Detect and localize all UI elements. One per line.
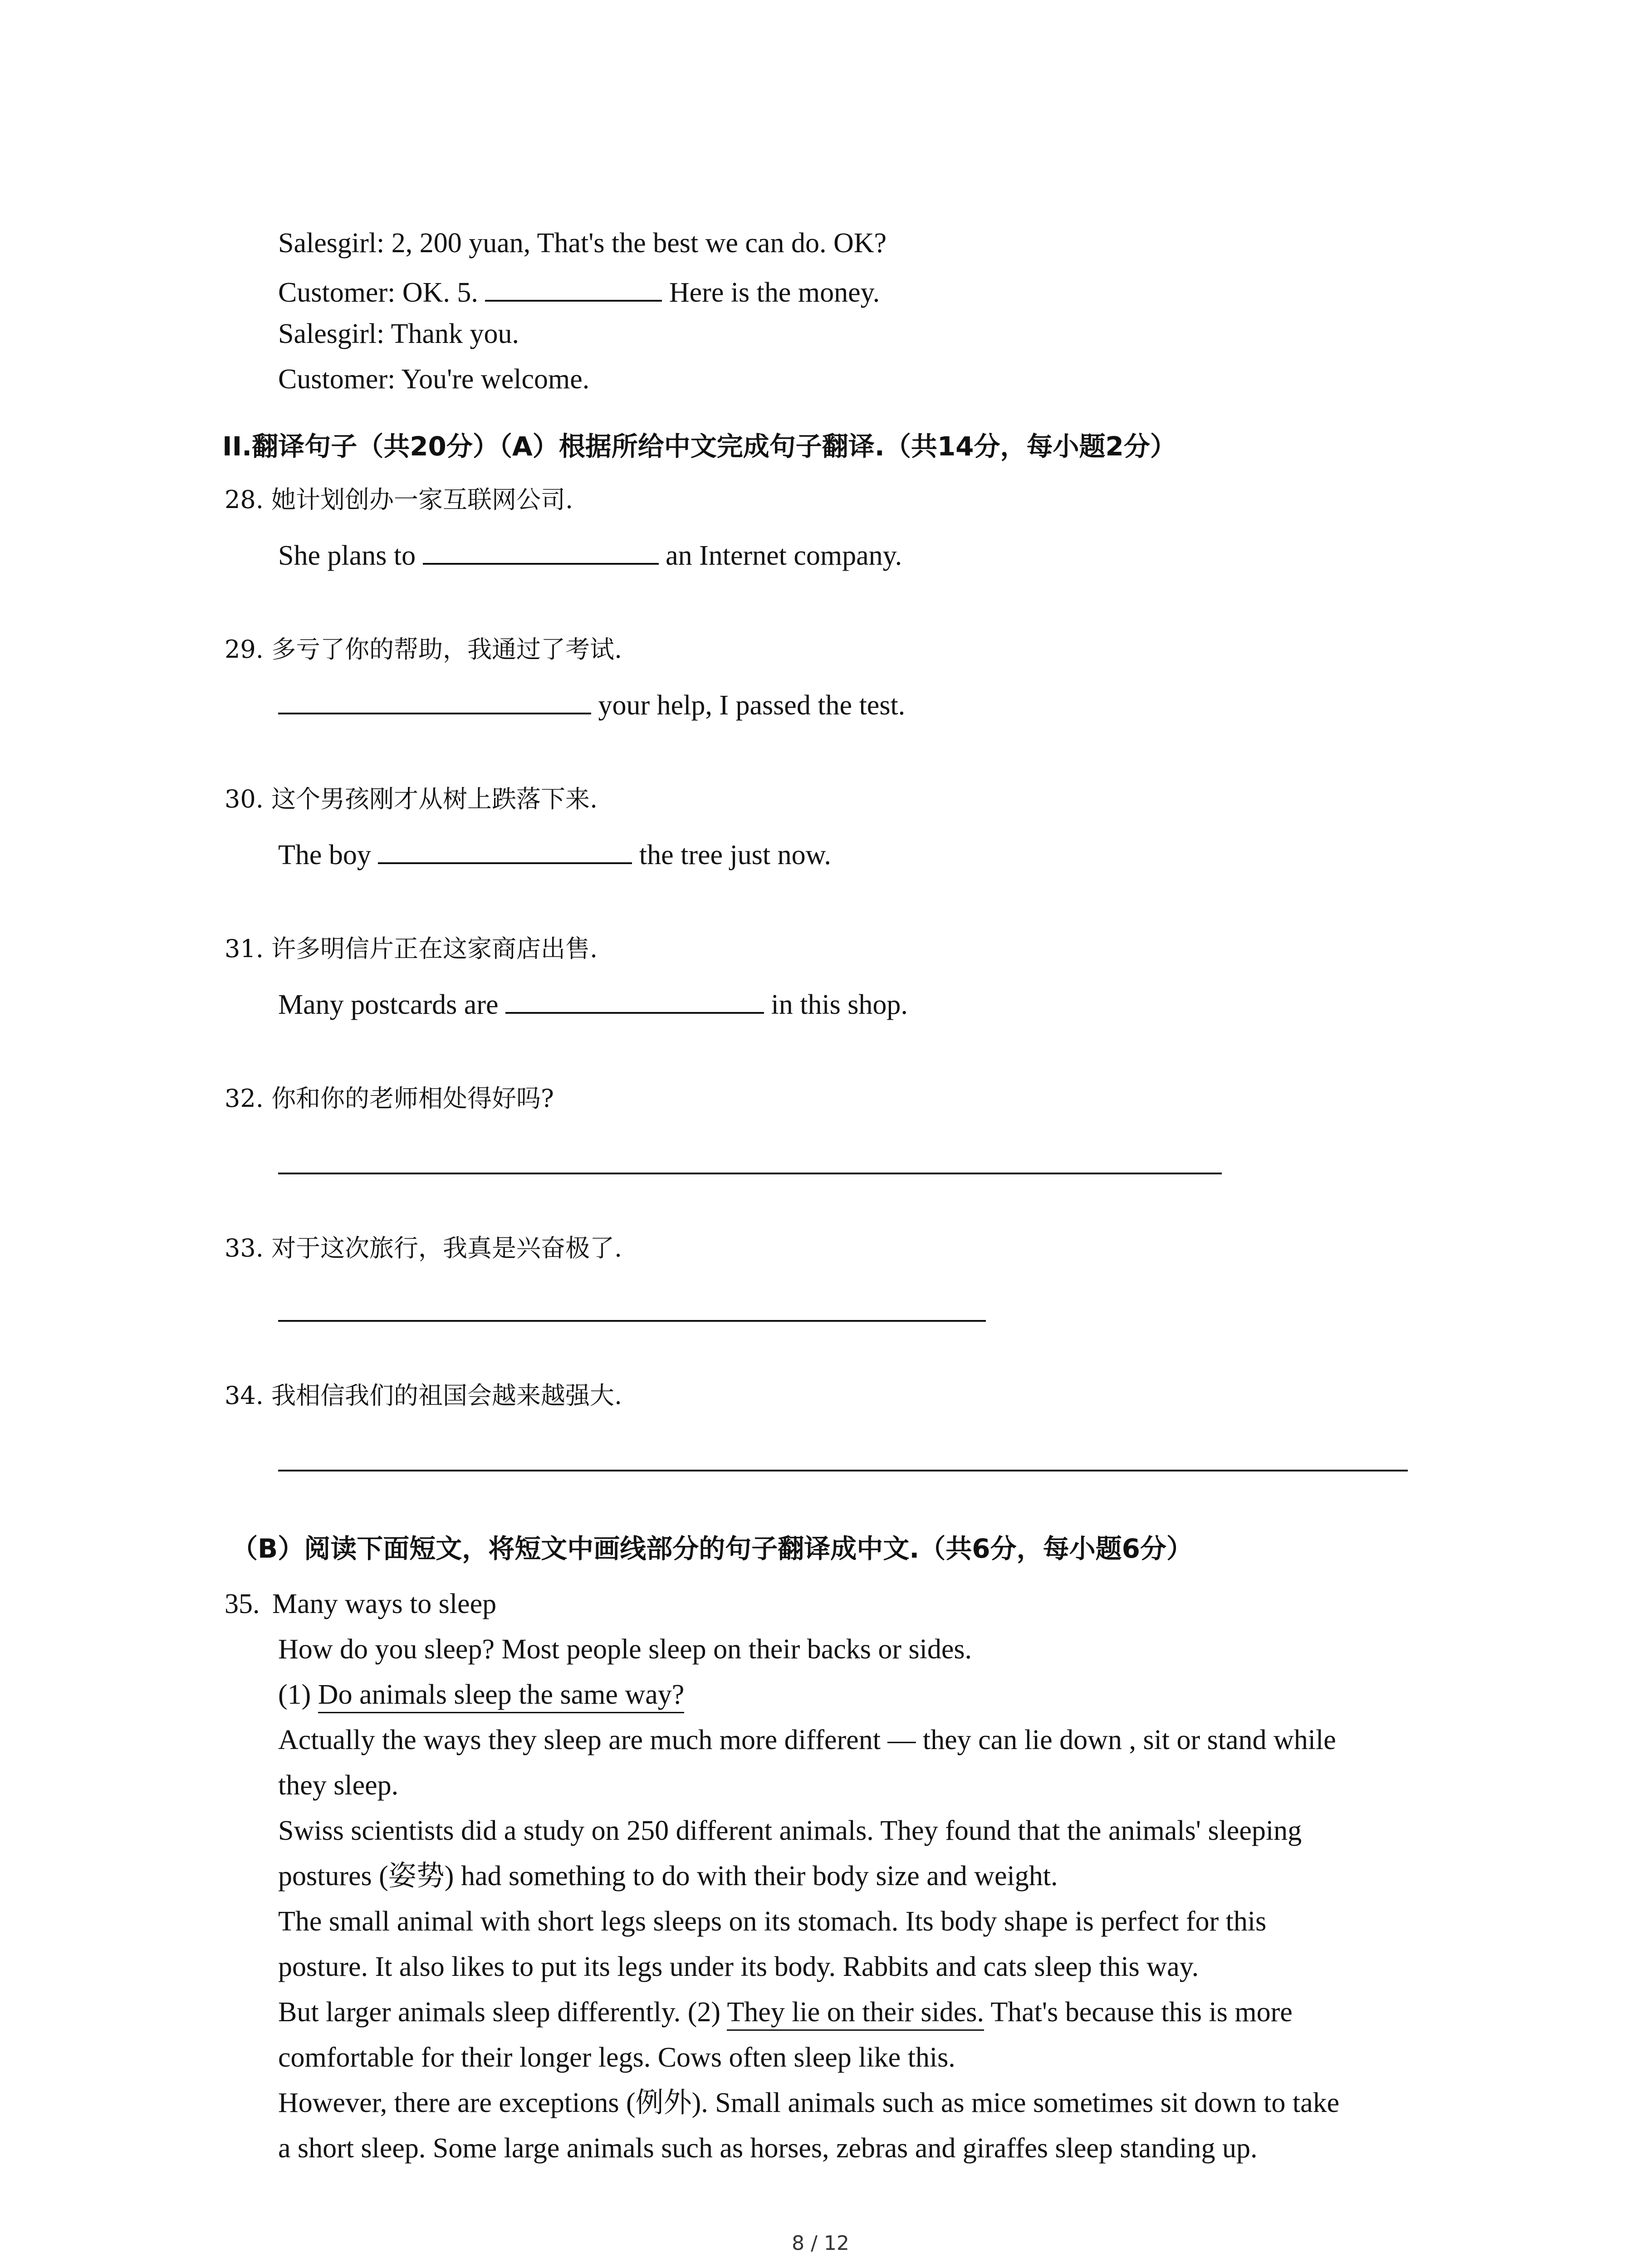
item-28-en-before: She plans to xyxy=(278,540,416,571)
dialogue-line-2-before: Customer: OK. 5. xyxy=(278,277,478,308)
answer-blank-5[interactable] xyxy=(485,274,662,302)
page-number: 8 / 12 xyxy=(792,2232,849,2255)
answer-blank-29[interactable] xyxy=(278,687,591,714)
item-28-chinese-text: 她计划创办一家互联网公司. xyxy=(271,485,573,514)
dialogue-line-2 xyxy=(278,274,880,307)
item-30-number: 30. xyxy=(225,785,264,813)
item-29-number: 29. xyxy=(225,635,264,664)
item-34-number: 34. xyxy=(225,1381,264,1410)
item-34-chinese xyxy=(225,1383,622,1408)
answer-blank-30[interactable] xyxy=(378,837,632,864)
dialogue-line-2-after: Here is the money. xyxy=(669,277,880,308)
underlined-sentence-1: Do animals sleep the same way? xyxy=(318,1679,684,1713)
passage-line-1: How do you sleep? Most people sleep on their backs or sides. xyxy=(278,1634,972,1665)
passage-title: Many ways to sleep xyxy=(272,1589,497,1619)
item-31-en-before: Many postcards are xyxy=(278,989,499,1020)
item-30-english xyxy=(278,837,831,869)
passage-line-11: However, there are exceptions (例外). Small animals such as mice sometimes sit down to take xyxy=(278,2087,1340,2118)
passage-line-4: they sleep. xyxy=(278,1770,399,1801)
item-29-chinese xyxy=(225,637,622,662)
dialogue-line-4: Customer: You're welcome. xyxy=(278,364,590,395)
passage-line-9-before: But larger animals sleep differently. (2) xyxy=(278,1997,721,2028)
item-32-chinese-text: 你和你的老师相处得好吗? xyxy=(271,1084,554,1113)
passage-line-3: Actually the ways they sleep are much more different — they can lie down , sit or stand while xyxy=(278,1725,1336,1755)
answer-line-34[interactable] xyxy=(278,1470,1408,1471)
passage-line-5: Swiss scientists did a study on 250 different animals. They found that the animals' sleeping xyxy=(278,1815,1302,1846)
passage-line-9-after: That's because this is more xyxy=(990,1997,1293,2028)
item-30-en-after: the tree just now. xyxy=(639,839,831,870)
section-b-heading: （B）阅读下面短文，将短文中画线部分的句子翻译成中文.（共6分，每小题6分） xyxy=(231,1533,1193,1564)
dialogue-line-3: Salesgirl: Thank you. xyxy=(278,318,519,349)
passage-line-2 xyxy=(278,1681,684,1709)
q1-marker: (1) xyxy=(278,1679,311,1710)
passage-title-line xyxy=(225,1590,496,1618)
passage-line-8: posture. It also likes to put its legs under its body. Rabbits and cats sleep this way. xyxy=(278,1951,1199,1982)
item-30-chinese-text: 这个男孩刚才从树上跌落下来. xyxy=(271,785,598,813)
item-28-chinese xyxy=(225,485,573,514)
item-33-number: 33. xyxy=(225,1234,264,1262)
item-29-english xyxy=(278,687,905,719)
item-30-en-before: The boy xyxy=(278,839,371,870)
answer-line-32[interactable] xyxy=(278,1173,1222,1174)
item-28-en-after: an Internet company. xyxy=(666,540,902,571)
item-31-en-after: in this shop. xyxy=(771,989,908,1020)
item-33-chinese-text: 对于这次旅行，我真是兴奋极了. xyxy=(271,1234,622,1262)
item-31-chinese xyxy=(225,934,598,963)
passage-line-7: The small animal with short legs sleeps on its stomach. Its body shape is perfect for this xyxy=(278,1906,1267,1937)
passage-line-6: postures (姿势) had something to do with their body size and weight. xyxy=(278,1861,1058,1892)
answer-blank-28[interactable] xyxy=(423,538,659,565)
passage-line-10: comfortable for their longer legs. Cows often sleep like this. xyxy=(278,2042,955,2073)
answer-line-33[interactable] xyxy=(278,1320,986,1322)
item-31-chinese-text: 许多明信片正在这家商店出售. xyxy=(271,934,598,963)
answer-blank-31[interactable] xyxy=(505,987,764,1014)
item-29-chinese-text: 多亏了你的帮助，我通过了考试. xyxy=(271,635,622,664)
item-28-number: 28. xyxy=(225,485,264,514)
passage-line-9 xyxy=(278,1998,1293,2026)
item-31-english xyxy=(278,987,908,1019)
passage-line-12: a short sleep. Some large animals such as horses, zebras and giraffes sleep standing up. xyxy=(278,2133,1258,2164)
passage-number: 35. xyxy=(225,1589,260,1619)
item-31-number: 31. xyxy=(225,934,264,963)
item-29-en-after: your help, I passed the test. xyxy=(598,689,906,721)
item-30-chinese xyxy=(225,787,598,811)
item-32-number: 32. xyxy=(225,1084,264,1113)
item-28-english xyxy=(278,538,902,570)
section-ii-heading: II.翻译句子（共20分）（A）根据所给中文完成句子翻译.（共14分，每小题2分） xyxy=(222,431,1176,462)
item-34-chinese-text: 我相信我们的祖国会越来越强大. xyxy=(271,1381,622,1410)
dialogue-line-1: Salesgirl: 2, 200 yuan, That's the best we can do. OK? xyxy=(278,228,887,259)
item-32-chinese xyxy=(225,1086,554,1111)
item-33-chinese xyxy=(225,1236,622,1261)
underlined-sentence-2: They lie on their sides. xyxy=(727,1997,984,2031)
